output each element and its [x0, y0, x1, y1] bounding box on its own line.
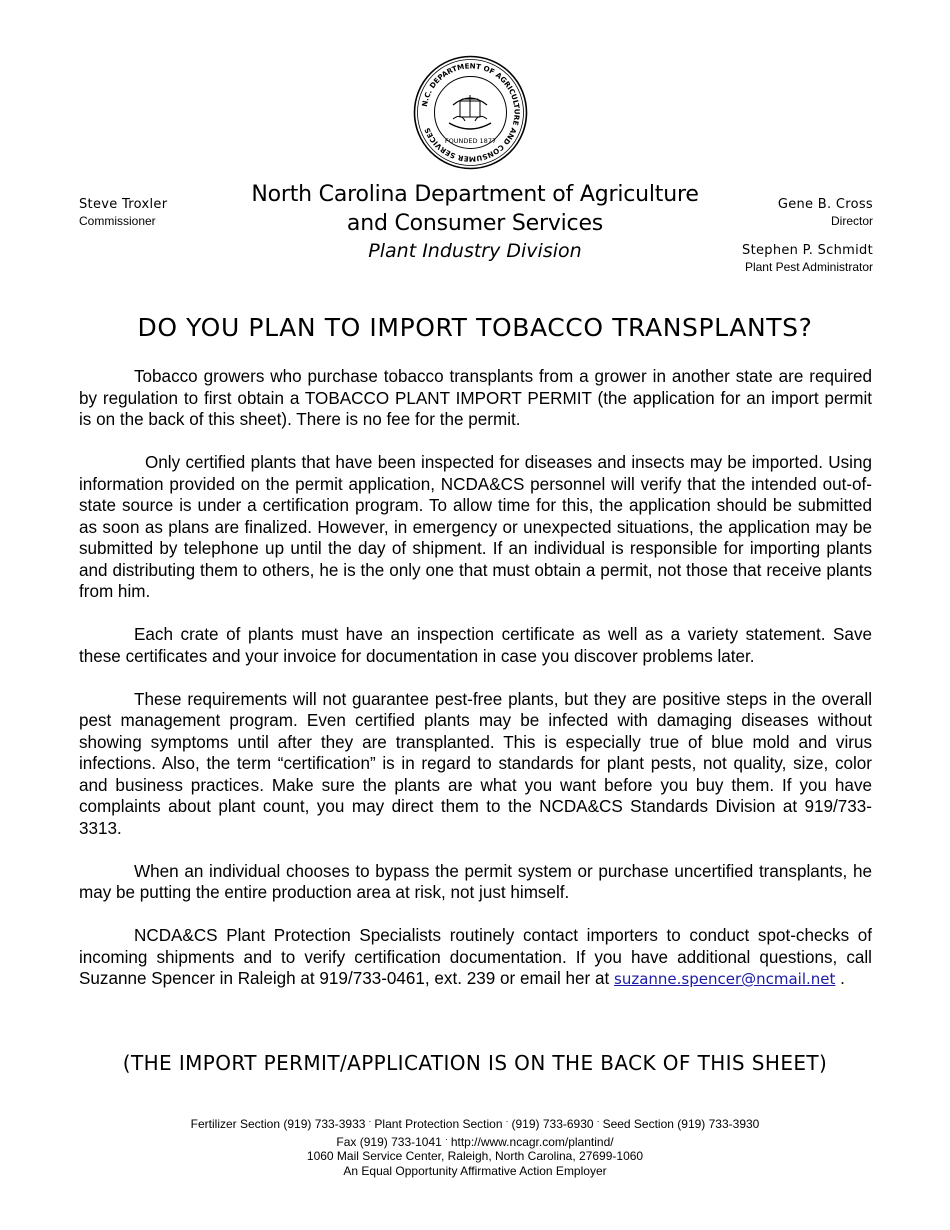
footer-fertilizer: Fertilizer Section (919) 733-3933 [190, 1117, 366, 1131]
footer-seed: Seed Section (919) 733-3930 [602, 1117, 760, 1131]
paragraph-contact [79, 925, 872, 991]
state-seal-icon [413, 55, 528, 170]
footer-plant-protection-phone: (919) 733-6930 [511, 1117, 594, 1131]
body-text [79, 366, 872, 1012]
commissioner-name: Steve Troxler [79, 197, 168, 212]
director-title: Director [830, 214, 873, 228]
seal-founded-text: FOUNDED 1877 [444, 137, 497, 145]
back-of-sheet-note: (THE IMPORT PERMIT/APPLICATION IS ON THE BACK OF THIS SHEET) [122, 1051, 828, 1075]
footer-address: 1060 Mail Service Center, Raleigh, North Carolina, 27699-1060 [306, 1149, 644, 1163]
department-header [240, 180, 710, 264]
paragraph-certified-plants: Only certified plants that have been inspected for diseases and insects may be imported. Using information provided on the permit application, NCDA&CS personnel will verify that the intended out-of-state source is under a certification program. To allow time for this, the application should be submitted as soon as plans are finalized. However, in emergency or unexpected situations, the application may be submitted by telephone up until the day of shipment. If an individual is responsible for importing plants and distributing them to others, he is the only one that must obtain a permit, not those that receive plants from him. [79, 453, 872, 601]
footer-separator: · [596, 1116, 600, 1126]
page-title: DO YOU PLAN TO IMPORT TOBACCO TRANSPLANTS? [137, 313, 813, 342]
footer-separator: · [505, 1116, 509, 1126]
contact-email-link[interactable]: suzanne.spencer@ncmail.net [614, 970, 836, 988]
footer-website[interactable]: http://www.ncagr.com/plantind/ [450, 1134, 614, 1149]
footer-separator: · [444, 1133, 448, 1144]
paragraph-permit-requirement: Tobacco growers who purchase tobacco transplants from a grower in another state are required by regulation to first obtain a TOBACCO PLANT IMPORT PERMIT (the application for an import permit is on the back of this sheet). There is no fee for the permit. [79, 367, 872, 429]
seal-ring-text: N.C. DEPARTMENT OF AGRICULTURE AND CONSUMER SERVICES [419, 61, 522, 164]
administrator-title: Plant Pest Administrator [744, 260, 873, 274]
administrator-name: Stephen P. Schmidt [742, 243, 873, 258]
contact-text: NCDA&CS Plant Protection Specialists routinely contact importers to conduct spot-checks of incoming shipments and to verify certification documentation. If you have additional questions, call Suzanne Spencer in Raleigh at 919/733-0461, ext. 239 or email her at [79, 926, 872, 988]
footer-fax: Fax (919) 733-1041 [336, 1134, 442, 1149]
paragraph-inspection-certificate: Each crate of plants must have an inspection certificate as well as a variety statement. Save these certificates and your invoice for documentation in case you discover problems later. [79, 625, 872, 666]
footer-line-sections [100, 1114, 850, 1132]
contact-email-trailer: . [835, 969, 845, 988]
paragraph-pest-management: These requirements will not guarantee pest-free plants, but they are positive steps in the overall pest management program. Even certified plants may be infected with damaging diseases without showing symptoms until after they are transplanted. This is especially true of blue mold and virus infections. Also, the term “certification” is in regard to standards for plant pests, not quality, size, color and business practices. Make sure the plants are what you want before you buy them. If you have complaints about plant count, you may direct them to the NCDA&CS Standards Division at 919/733-3313. [79, 689, 872, 838]
division-name: Plant Industry Division [368, 240, 582, 262]
department-line-1: North Carolina Department of Agriculture [251, 182, 699, 207]
footer-separator: · [368, 1116, 372, 1126]
directors-block [653, 196, 873, 274]
paragraph-bypass-warning: When an individual chooses to bypass the permit system or purchase uncertified transplants, he may be putting the entire production area at risk, not just himself. [79, 861, 872, 902]
footer-eeo: An Equal Opportunity Affirmative Action Employer [343, 1163, 607, 1178]
footer [100, 1114, 850, 1178]
commissioner-title: Commissioner [79, 214, 156, 228]
footer-plant-protection: Plant Protection Section [374, 1117, 503, 1131]
footer-line-fax [100, 1132, 850, 1150]
director-name: Gene B. Cross [777, 197, 873, 212]
department-line-2: and Consumer Services [346, 211, 604, 236]
